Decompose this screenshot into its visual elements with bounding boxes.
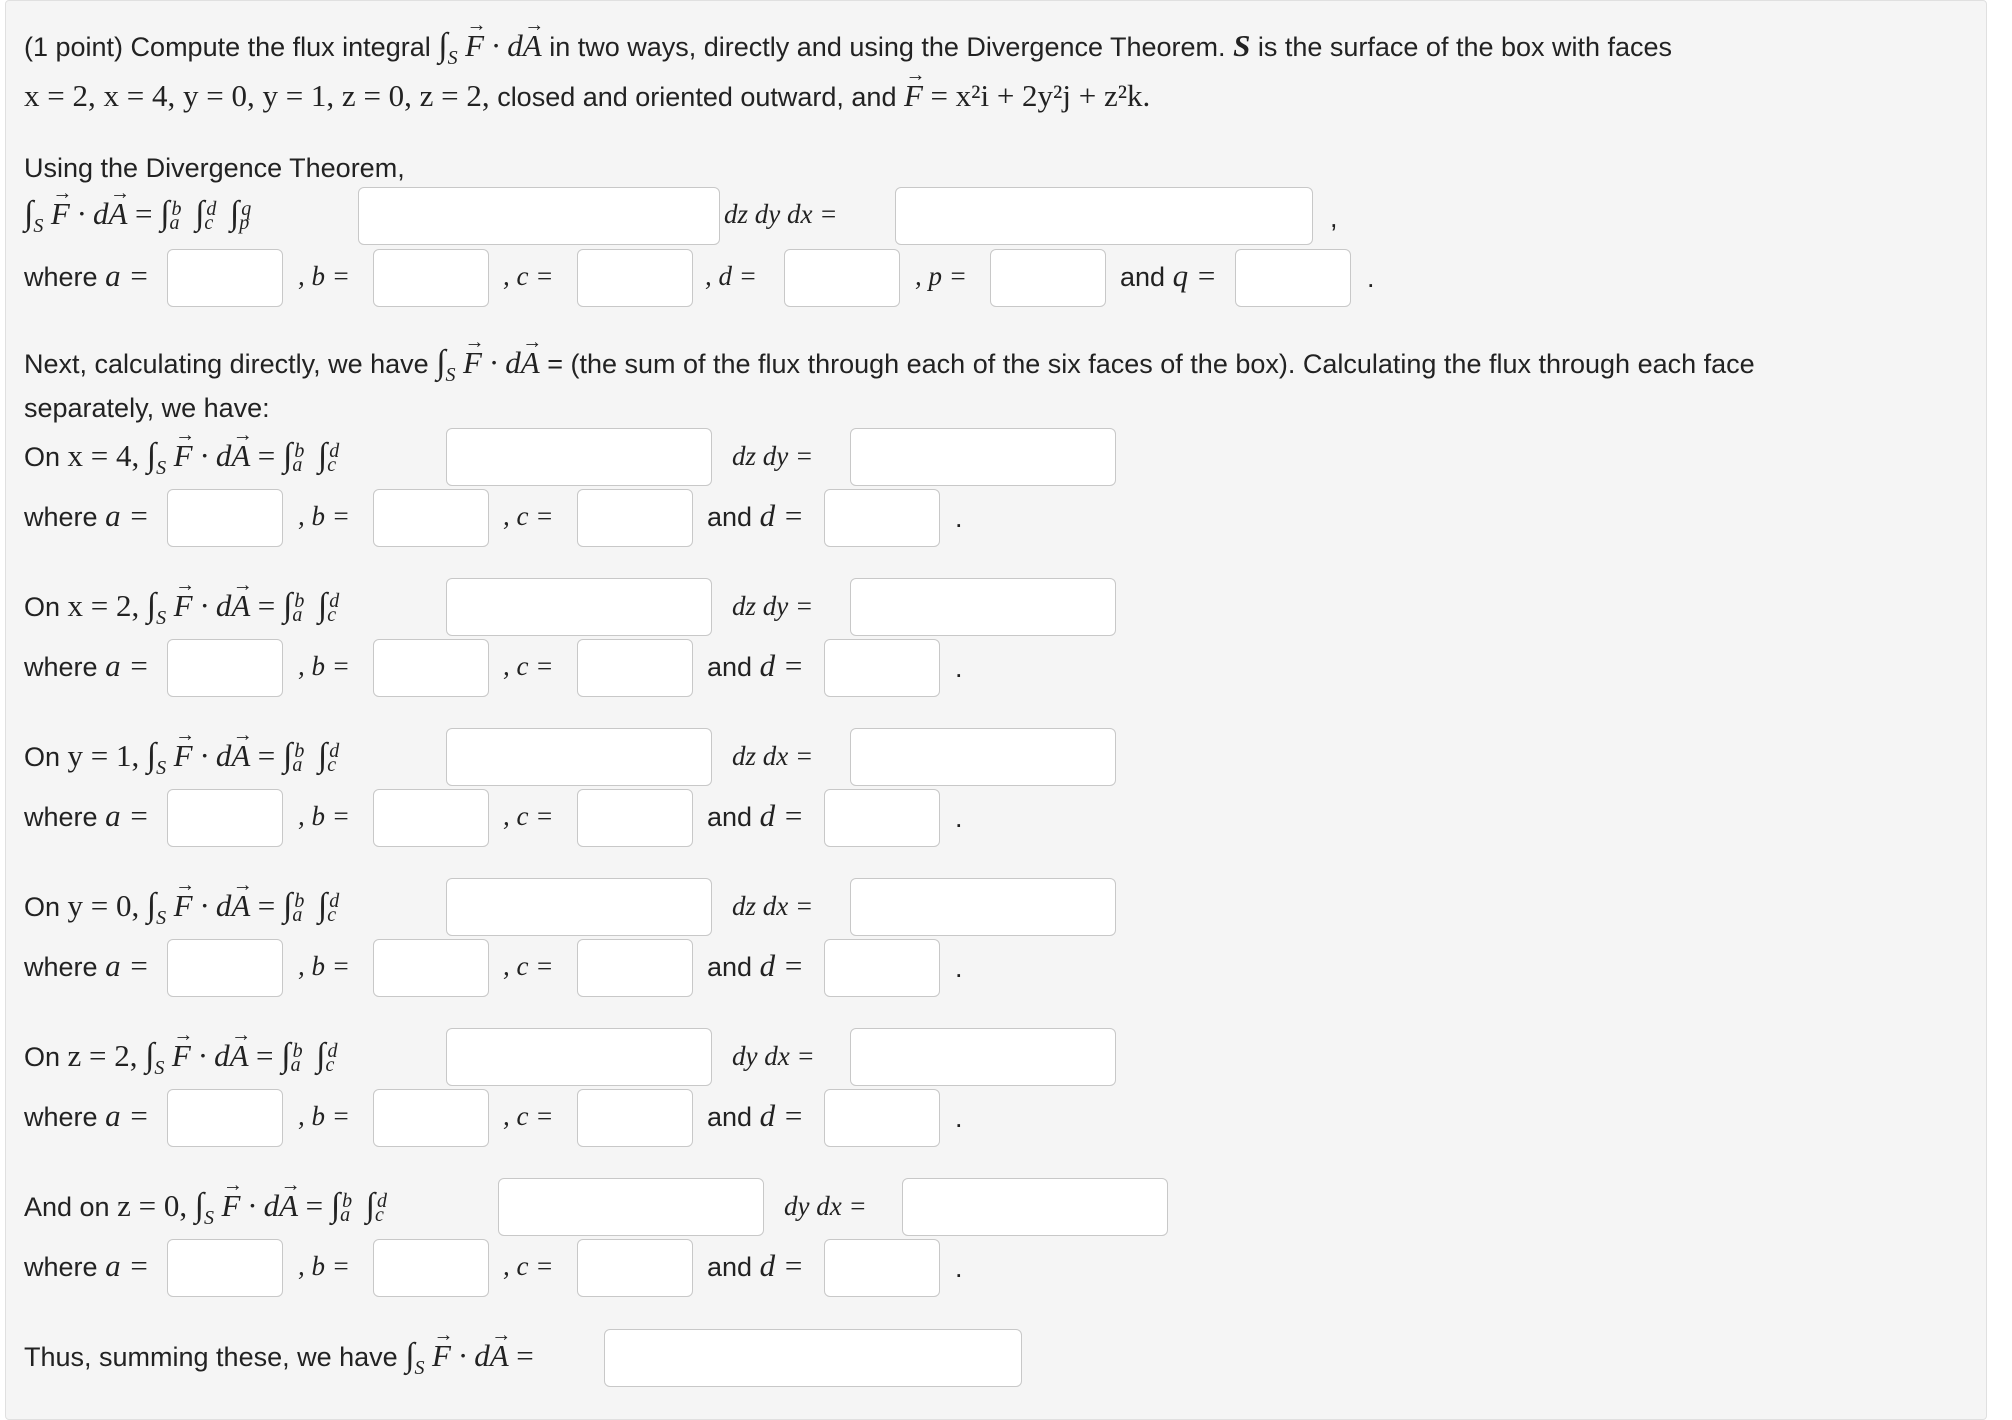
face-0-integral: On x = 4, $\int_S \to F \cdot d\to A$ = ∫ b a ∫ d c bbox=[24, 438, 345, 486]
face-4-c-input[interactable] bbox=[577, 1089, 693, 1147]
face-5-b-input[interactable] bbox=[373, 1239, 489, 1297]
intro-mid: in two ways, directly and using the Divergence Theorem. bbox=[549, 32, 1226, 62]
face-4-d-input[interactable] bbox=[824, 1089, 940, 1147]
face-0-d-input[interactable] bbox=[824, 489, 940, 547]
div-b-input[interactable] bbox=[373, 249, 489, 307]
face-5-b-label: , b = bbox=[298, 1251, 350, 1281]
face-1-diffs: dz dy = bbox=[732, 591, 814, 621]
face-2-integrand-input[interactable] bbox=[446, 728, 712, 786]
div-p-label: , p = bbox=[915, 261, 967, 291]
face-2-limits-row: where a = bbox=[24, 798, 150, 833]
face-3-b-label: , b = bbox=[298, 951, 350, 981]
face-2-b-input[interactable] bbox=[373, 789, 489, 847]
face-1-d-label: and d = bbox=[707, 648, 804, 683]
face-2-b-label: , b = bbox=[298, 801, 350, 831]
div-period: . bbox=[1367, 263, 1375, 293]
direct-line-1: Next, calculating directly, we have $\int_S \to F \cdot d\to A = (the$ sum of the flux through each of the six faces of the box). Calculating the flux through each face bbox=[24, 345, 1755, 393]
div-d-input[interactable] bbox=[784, 249, 900, 307]
face-5-d-input[interactable] bbox=[824, 1239, 940, 1297]
divergence-result-input[interactable] bbox=[895, 187, 1313, 245]
face-2-diffs: dz dx = bbox=[732, 741, 814, 771]
face-2-c-input[interactable] bbox=[577, 789, 693, 847]
face-3-integral: On y = 0, $\int_S \to F \cdot d\to A$ = ∫ b a ∫ d c bbox=[24, 888, 345, 936]
divergence-limits-row: where a = bbox=[24, 258, 150, 293]
face-3-period: . bbox=[955, 953, 963, 983]
face-5-a-input[interactable] bbox=[167, 1239, 283, 1297]
face-0-b-input[interactable] bbox=[373, 489, 489, 547]
face-5-c-label: , c = bbox=[503, 1251, 554, 1281]
face-4-b-input[interactable] bbox=[373, 1089, 489, 1147]
face-1-d-input[interactable] bbox=[824, 639, 940, 697]
intro-prefix: (1 point) Compute the flux integral bbox=[24, 32, 431, 62]
face-2-integral: On y = 1, $\int_S \to F \cdot d\to A$ = ∫ b a ∫ d c bbox=[24, 738, 345, 786]
face-5-limits-row: where a = bbox=[24, 1248, 150, 1283]
div-q-input[interactable] bbox=[1235, 249, 1351, 307]
face-5-c-input[interactable] bbox=[577, 1239, 693, 1297]
face-2-result-input[interactable] bbox=[850, 728, 1116, 786]
face-5-period: . bbox=[955, 1253, 963, 1283]
face-0-b-label: , b = bbox=[298, 501, 350, 531]
face-1-integral: On x = 2, $\int_S \to F \cdot d\to A$ = ∫ b a ∫ d c bbox=[24, 588, 345, 636]
intro-line-2: x = 2, x = 4, y = 0, y = 1, z = 0, z = 2, closed and oriented outward, and → F = x²i + 2y²j + z²k. bbox=[24, 78, 1150, 115]
div-d-label: , d = bbox=[705, 261, 757, 291]
face-2-period: . bbox=[955, 803, 963, 833]
face-3-c-input[interactable] bbox=[577, 939, 693, 997]
face-4-result-input[interactable] bbox=[850, 1028, 1116, 1086]
face-5-result-input[interactable] bbox=[902, 1178, 1168, 1236]
face-1-b-input[interactable] bbox=[373, 639, 489, 697]
face-0-result-input[interactable] bbox=[850, 428, 1116, 486]
intro-closed: closed and oriented outward, and bbox=[497, 82, 897, 112]
face-4-b-label: , b = bbox=[298, 1101, 350, 1131]
face-0-d-label: and d = bbox=[707, 498, 804, 533]
divergence-diffs: dz dy dx = bbox=[724, 199, 838, 229]
direct-line-2: separately, we have: bbox=[24, 393, 270, 423]
face-1-limits-row: where a = bbox=[24, 648, 150, 683]
face-0-diffs: dz dy = bbox=[732, 441, 814, 471]
face-0-limits-row: where a = bbox=[24, 498, 150, 533]
intro-line-1: (1 point) Compute the flux integral $\int_S \to F \cdot d\to A$ in two ways, directly and using the Divergence Theorem. S is the surface of the box with faces bbox=[24, 28, 1672, 76]
face-0-a-input[interactable] bbox=[167, 489, 283, 547]
face-3-d-input[interactable] bbox=[824, 939, 940, 997]
box-faces: x = 2, x = 4, y = 0, y = 1, z = 0, z = 2, bbox=[24, 78, 490, 113]
face-4-c-label: , c = bbox=[503, 1101, 554, 1131]
intro-surface-desc: is the surface of the box with faces bbox=[1257, 32, 1673, 62]
face-4-period: . bbox=[955, 1103, 963, 1133]
divergence-integrand-input[interactable] bbox=[358, 187, 720, 245]
face-0-period: . bbox=[955, 503, 963, 533]
face-3-a-input[interactable] bbox=[167, 939, 283, 997]
face-3-integrand-input[interactable] bbox=[446, 878, 712, 936]
vector-field: = x²i + 2y²j + z²k. bbox=[930, 78, 1151, 113]
face-4-integral: On z = 2, $\int_S \to F \cdot d\to A$ = ∫ b a ∫ d c bbox=[24, 1038, 343, 1086]
divergence-integral: $\int_S \to F \cdot d\to A$ = ∫ b a ∫ d c ∫ q p bbox=[24, 196, 257, 244]
total-flux-input[interactable] bbox=[604, 1329, 1022, 1387]
face-1-c-input[interactable] bbox=[577, 639, 693, 697]
face-3-result-input[interactable] bbox=[850, 878, 1116, 936]
face-5-integrand-input[interactable] bbox=[498, 1178, 764, 1236]
face-4-d-label: and d = bbox=[707, 1098, 804, 1133]
div-b-label: , b = bbox=[298, 261, 350, 291]
face-2-d-input[interactable] bbox=[824, 789, 940, 847]
divergence-heading: Using the Divergence Theorem, bbox=[24, 153, 405, 183]
face-2-a-input[interactable] bbox=[167, 789, 283, 847]
divergence-comma: , bbox=[1330, 203, 1338, 233]
face-5-diffs: dy dx = bbox=[784, 1191, 867, 1221]
face-3-limits-row: where a = bbox=[24, 948, 150, 983]
div-c-label: , c = bbox=[503, 261, 554, 291]
face-1-integrand-input[interactable] bbox=[446, 578, 712, 636]
face-3-diffs: dz dx = bbox=[732, 891, 814, 921]
flux-integral-symbol: $\int_S$ bbox=[438, 27, 458, 69]
face-4-limits-row: where a = bbox=[24, 1098, 150, 1133]
face-1-a-input[interactable] bbox=[167, 639, 283, 697]
face-3-b-input[interactable] bbox=[373, 939, 489, 997]
div-a-input[interactable] bbox=[167, 249, 283, 307]
div-c-input[interactable] bbox=[577, 249, 693, 307]
face-1-period: . bbox=[955, 653, 963, 683]
face-0-integrand-input[interactable] bbox=[446, 428, 712, 486]
div-q-label: and q = bbox=[1120, 258, 1217, 293]
face-4-diffs: dy dx = bbox=[732, 1041, 815, 1071]
face-0-c-label: , c = bbox=[503, 501, 554, 531]
face-1-c-label: , c = bbox=[503, 651, 554, 681]
face-3-d-label: and d = bbox=[707, 948, 804, 983]
div-p-input[interactable] bbox=[990, 249, 1106, 307]
face-2-d-label: and d = bbox=[707, 798, 804, 833]
summary-line: Thus, summing these, we have $\int_S \to F \cdot d\to A$ = bbox=[24, 1338, 534, 1386]
face-3-c-label: , c = bbox=[503, 951, 554, 981]
face-5-integral: And on z = 0, $\int_S \to F \cdot d\to A$ = ∫ b a ∫ d c bbox=[24, 1188, 393, 1236]
face-0-c-input[interactable] bbox=[577, 489, 693, 547]
face-1-b-label: , b = bbox=[298, 651, 350, 681]
face-4-a-input[interactable] bbox=[167, 1089, 283, 1147]
face-2-c-label: , c = bbox=[503, 801, 554, 831]
face-1-result-input[interactable] bbox=[850, 578, 1116, 636]
face-4-integrand-input[interactable] bbox=[446, 1028, 712, 1086]
face-5-d-label: and d = bbox=[707, 1248, 804, 1283]
